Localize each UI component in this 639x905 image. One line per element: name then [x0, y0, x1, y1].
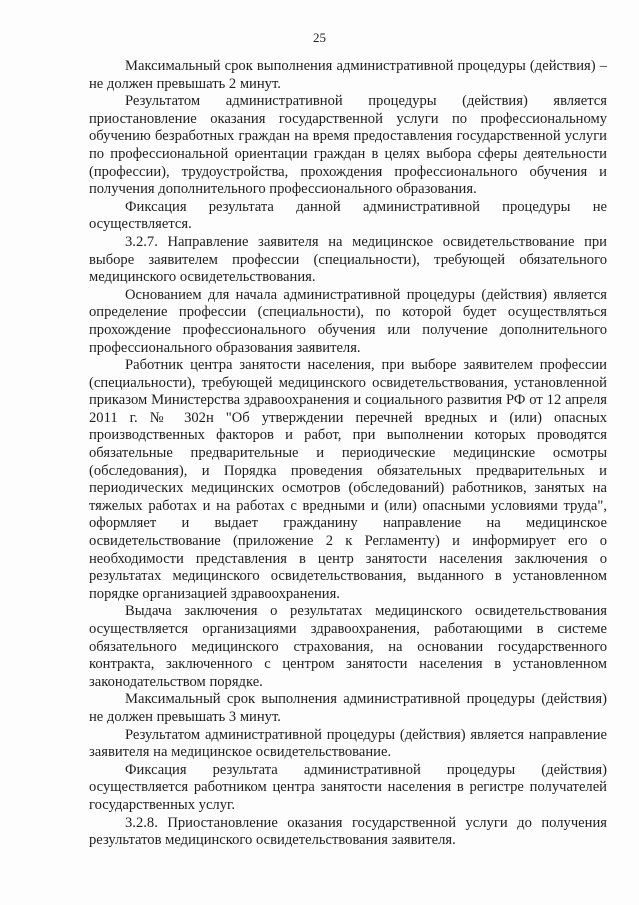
paragraph-employee-issues-referral: Работник центра занятости населения, при выборе заявителем профессии (специальности), требующей медицинского освидетельствования, установленной приказом Министерства здравоохранения и социального развития РФ от 12 апреля 2011 г. № 302н "Об утверждении перечней вредных и (или) опасных производственных факторов и работ, при выполнении которых проводятся обязательные предварительные и периодические медицинские осмотры (обследования), и Порядка проведения обязательных предварительных и периодических медицинских осмотров (обследований) работников, занятых на тяжелых работах и на работах с вредными и (или) опасными условиями труда", оформляет и выдает гражданину направление на медицинское освидетельствование (приложение 2 к Регламенту) и информирует его о необходимости представления в центр занятости населения заключения о результатах медицинского освидетельствования, выданного в установленном порядке организацией здравоохранения. [89, 357, 607, 602]
document-body [89, 58, 607, 850]
paragraph-basis-for-start: Основанием для начала административной процедуры (действия) является определение профессии (специальности), по которой будет осуществляться прохождение профессионального обучения или получение дополнительного профессионального образования заявителя. [89, 286, 607, 356]
paragraph-max-term-3-minutes: Максимальный срок выполнения административной процедуры (действия) не должен превышать 3 минут. [89, 691, 607, 725]
paragraph-fixation-in-register: Фиксация результата административной процедуры (действия) осуществляется работником центра занятости населения в регистре получателей государственных услуг. [89, 761, 607, 813]
paragraph-max-term-2-minutes: Максимальный срок выполнения административной процедуры (действия) – не должен превышать 2 минут. [89, 58, 607, 92]
paragraph-result-suspension: Результатом административной процедуры (действия) является приостановление оказания государственной услуги по профессиональному обучению безработных граждан на время предоставления государственной услуги по профессиональной ориентации граждан в целях выбора сферы деятельности (профессии), трудоустройства, прохождения профессионального обучения и получения дополнительного профессионального образования. [89, 93, 607, 198]
section-3-2-7-heading: 3.2.7. Направление заявителя на медицинское освидетельствование при выборе заявителем профессии (специальности), требующей обязательного медицинского освидетельствования. [89, 233, 607, 286]
paragraph-fixation-not-performed: Фиксация результата данной административной процедуры не осуществляется. [89, 198, 607, 233]
section-3-2-8-heading: 3.2.8. Приостановление оказания государственной услуги до получения результатов медицинского освидетельствования заявителя. [89, 814, 607, 849]
paragraph-result-referral: Результатом административной процедуры (действия) является направление заявителя на медицинское освидетельствование. [89, 726, 607, 761]
paragraph-medical-conclusion-issuance: Выдача заключения о результатах медицинского освидетельствования осуществляется организациями здравоохранения, работающими в системе обязательного медицинского страхования, на основании государственного контракта, заключенного с центром занятости населения в установленном законодательством порядке. [89, 603, 607, 690]
page-number: 25 [313, 30, 326, 45]
